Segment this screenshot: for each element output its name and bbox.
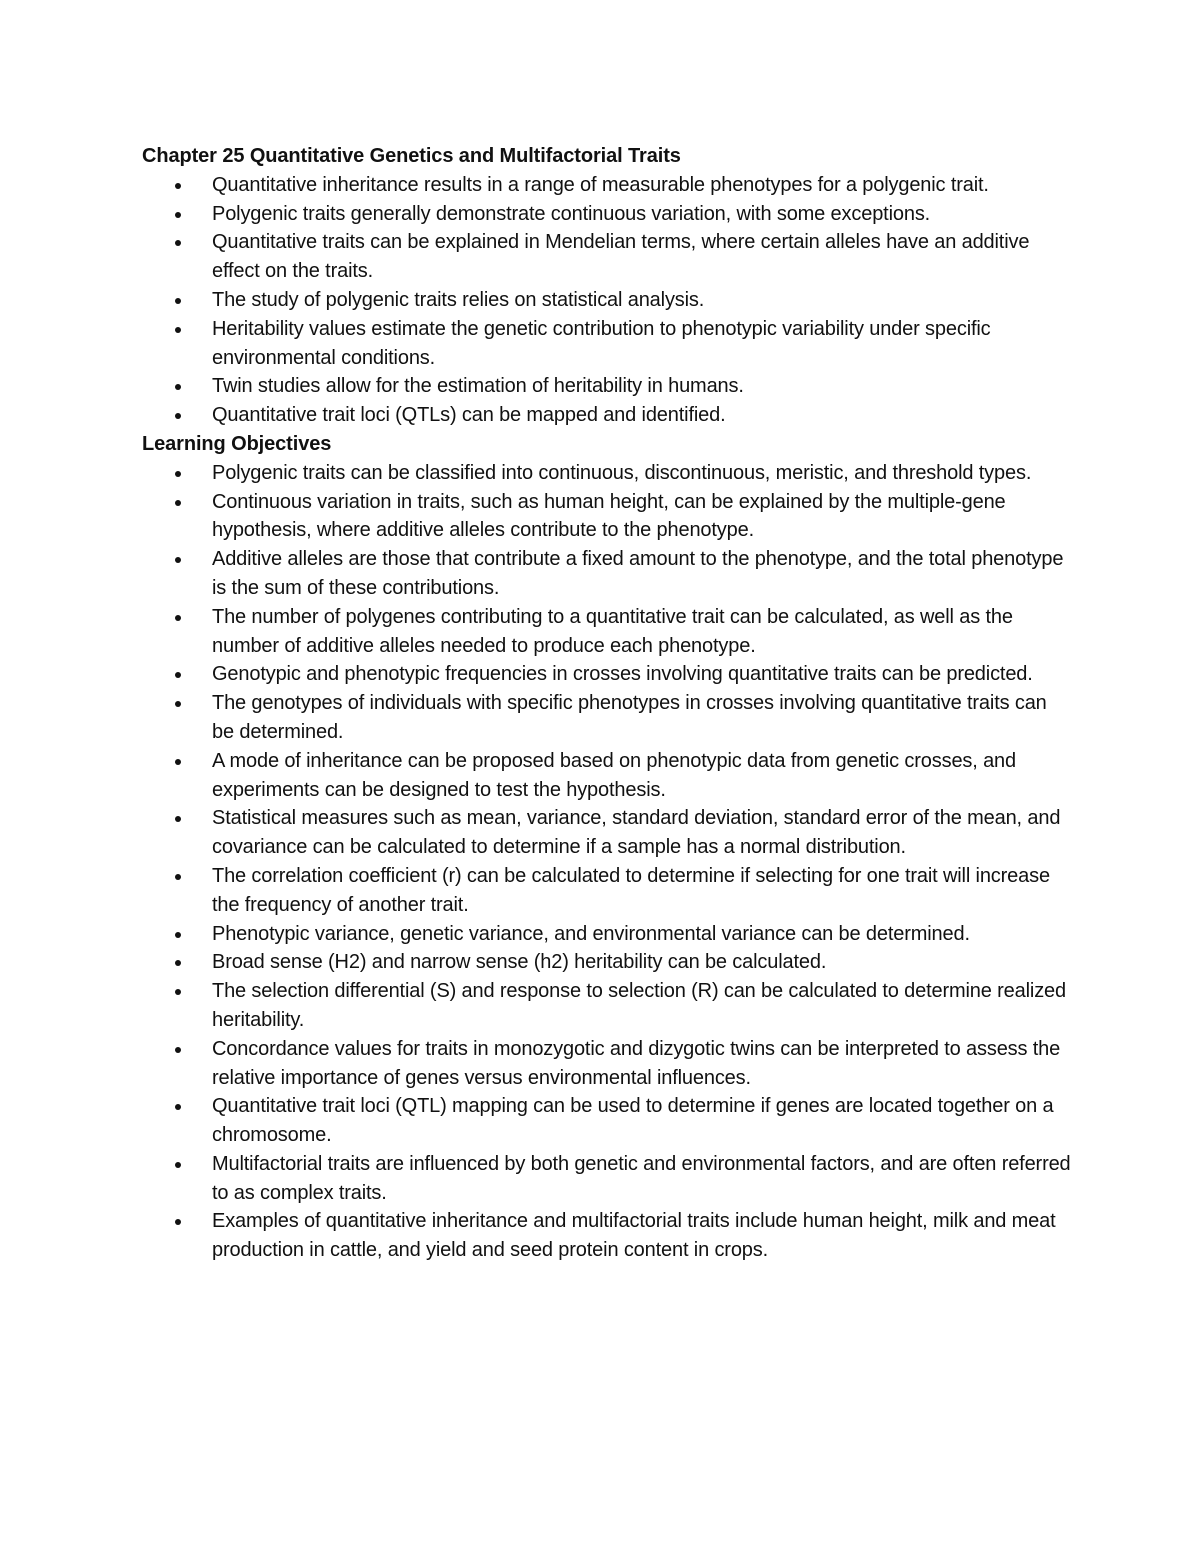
bullet-item: Quantitative inheritance results in a range of measurable phenotypes for a polygenic trait. (142, 171, 1072, 200)
learning-objectives-heading: Learning Objectives (142, 432, 332, 455)
bullet-icon (175, 1219, 181, 1225)
document-page (142, 142, 1072, 1265)
bullet-icon (175, 615, 181, 621)
bullet-item: Quantitative traits can be explained in Mendelian terms, where certain alleles have an additive effect on the traits. (142, 228, 1072, 286)
bullet-item: Heritability values estimate the genetic contribution to phenotypic variability under specific environmental conditions. (142, 315, 1072, 373)
bullet-icon (175, 1104, 181, 1110)
bullet-item: The genotypes of individuals with specific phenotypes in crosses involving quantitative traits can be determined. (142, 689, 1072, 747)
bullet-icon (175, 298, 181, 304)
bullet-icon (175, 327, 181, 333)
bullet-item: The study of polygenic traits relies on statistical analysis. (142, 286, 1072, 315)
bullet-icon (175, 759, 181, 765)
bullet-item: Quantitative trait loci (QTLs) can be mapped and identified. (142, 401, 1072, 430)
bullet-item: Examples of quantitative inheritance and multifactorial traits include human height, milk and meat production in cattle, and yield and seed protein content in crops. (142, 1207, 1072, 1265)
bullet-item: Genotypic and phenotypic frequencies in crosses involving quantitative traits can be predicted. (142, 660, 1072, 689)
bullet-icon (175, 989, 181, 995)
bullet-icon (175, 960, 181, 966)
bullet-icon (175, 183, 181, 189)
bullet-item: Statistical measures such as mean, variance, standard deviation, standard error of the mean, and covariance can be calculated to determine if a sample has a normal distribution. (142, 804, 1072, 862)
bullet-icon (175, 413, 181, 419)
bullet-icon (175, 212, 181, 218)
bullet-item: Continuous variation in traits, such as human height, can be explained by the multiple-gene hypothesis, where additive alleles contribute to the phenotype. (142, 488, 1072, 546)
bullet-item: Twin studies allow for the estimation of heritability in humans. (142, 372, 1072, 401)
learning-objectives-list (142, 459, 1072, 1265)
bullet-item: Quantitative trait loci (QTL) mapping can be used to determine if genes are located together on a chromosome. (142, 1092, 1072, 1150)
chapter-heading: Chapter 25 Quantitative Genetics and Multifactorial Traits (142, 145, 681, 167)
bullet-icon (175, 932, 181, 938)
bullet-icon (175, 384, 181, 390)
bullet-item: Polygenic traits generally demonstrate continuous variation, with some exceptions. (142, 200, 1072, 229)
bullet-icon (175, 1047, 181, 1053)
bullet-item: Broad sense (H2) and narrow sense (h2) heritability can be calculated. (142, 948, 1072, 977)
learning-objectives-section (142, 430, 1072, 1265)
bullet-item: The selection differential (S) and response to selection (R) can be calculated to determine realized heritability. (142, 977, 1072, 1035)
bullet-item: Multifactorial traits are influenced by both genetic and environmental factors, and are often referred to as complex traits. (142, 1150, 1072, 1208)
bullet-item: Concordance values for traits in monozygotic and dizygotic twins can be interpreted to assess the relative importance of genes versus environmental influences. (142, 1035, 1072, 1093)
bullet-icon (175, 240, 181, 246)
chapter-section (142, 142, 1072, 430)
bullet-item: The number of polygenes contributing to a quantitative trait can be calculated, as well as the number of additive alleles needed to produce each phenotype. (142, 603, 1072, 661)
bullet-item: A mode of inheritance can be proposed based on phenotypic data from genetic crosses, and experiments can be designed to test the hypothesis. (142, 747, 1072, 805)
bullet-icon (175, 471, 181, 477)
bullet-item: Additive alleles are those that contribute a fixed amount to the phenotype, and the total phenotype is the sum of these contributions. (142, 545, 1072, 603)
bullet-icon (175, 672, 181, 678)
bullet-item: The correlation coefficient (r) can be calculated to determine if selecting for one trait will increase the frequency of another trait. (142, 862, 1072, 920)
bullet-item: Polygenic traits can be classified into continuous, discontinuous, meristic, and threshold types. (142, 459, 1072, 488)
bullet-icon (175, 557, 181, 563)
bullet-icon (175, 500, 181, 506)
bullet-icon (175, 874, 181, 880)
chapter-bullet-list (142, 171, 1072, 430)
bullet-icon (175, 701, 181, 707)
bullet-item: Phenotypic variance, genetic variance, and environmental variance can be determined. (142, 920, 1072, 949)
bullet-icon (175, 816, 181, 822)
bullet-icon (175, 1162, 181, 1168)
